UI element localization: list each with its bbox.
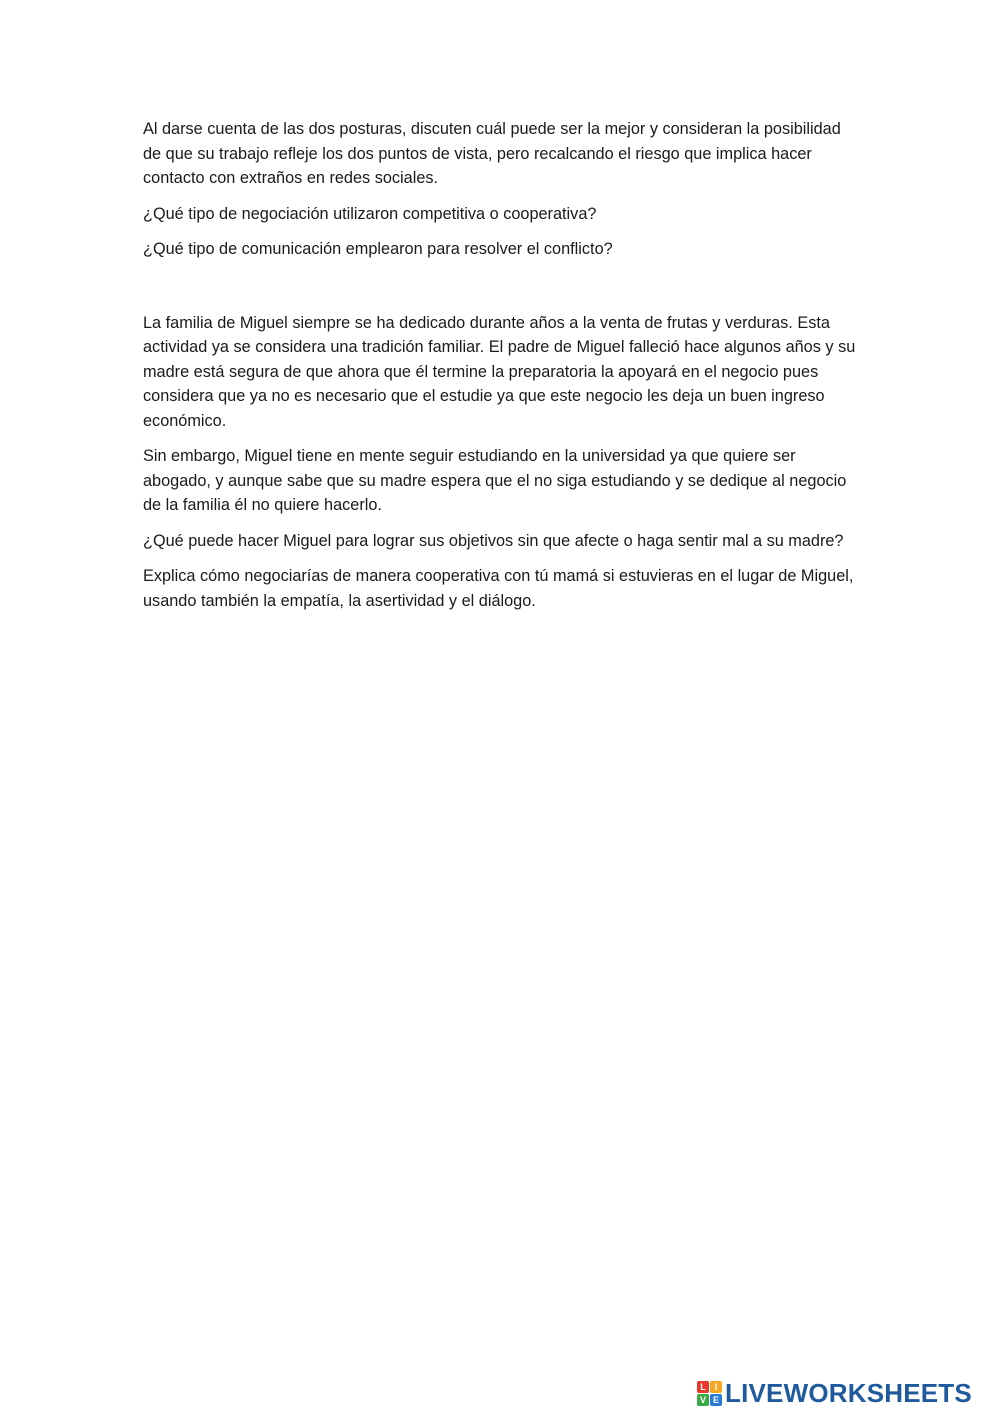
section2-question-miguel: ¿Qué puede hacer Miguel para lograr sus objetivos sin que afecte o haga sentir mal a su madre? [143, 531, 844, 550]
logo-cell-e: E [710, 1394, 722, 1406]
document-body [143, 117, 863, 624]
section1-paragraph: Al darse cuenta de las dos posturas, discuten cuál puede ser la mejor y consideran la posibilidad de que su trabajo refleje los dos puntos de vista, pero recalcando el riesgo que implica hacer contacto con extraños en redes sociales. [143, 120, 841, 187]
section2-instruction: Explica cómo negociarías de manera cooperativa con tú mamá si estuvieras en el lugar de Miguel, usando también la empatía, la asertividad y el diálogo. [143, 567, 854, 610]
liveworksheets-logo-icon [697, 1381, 722, 1406]
section1-question-communication-type: ¿Qué tipo de comunicación emplearon para resolver el conflicto? [143, 240, 613, 258]
logo-cell-l: L [697, 1381, 709, 1393]
liveworksheets-watermark [697, 1378, 972, 1408]
section-divider-space [143, 273, 863, 311]
watermark-text: LIVEWORKSHEETS [725, 1378, 972, 1408]
section2-paragraph-miguel: Sin embargo, Miguel tiene en mente seguir estudiando en la universidad ya que quiere ser abogado, y aunque sabe que su madre espera que el no siga estudiando y se dedique al negocio de la familia él no quiere hacerlo. [143, 447, 847, 514]
section1-question-negotiation-type: ¿Qué tipo de negociación utilizaron competitiva o cooperativa? [143, 204, 597, 223]
section2-paragraph-family: La familia de Miguel siempre se ha dedicado durante años a la venta de frutas y verduras. Esta actividad ya se considera una tradición familiar. El padre de Miguel falleció hace algunos años y su madre está segura de que ahora que él termine la preparatoria la apoyará en el negocio pues considera que ya no es necesario que el estudie ya que este negocio les deja un buen ingreso económico. [143, 313, 856, 430]
logo-cell-i: I [710, 1381, 722, 1393]
logo-cell-v: V [697, 1394, 709, 1406]
